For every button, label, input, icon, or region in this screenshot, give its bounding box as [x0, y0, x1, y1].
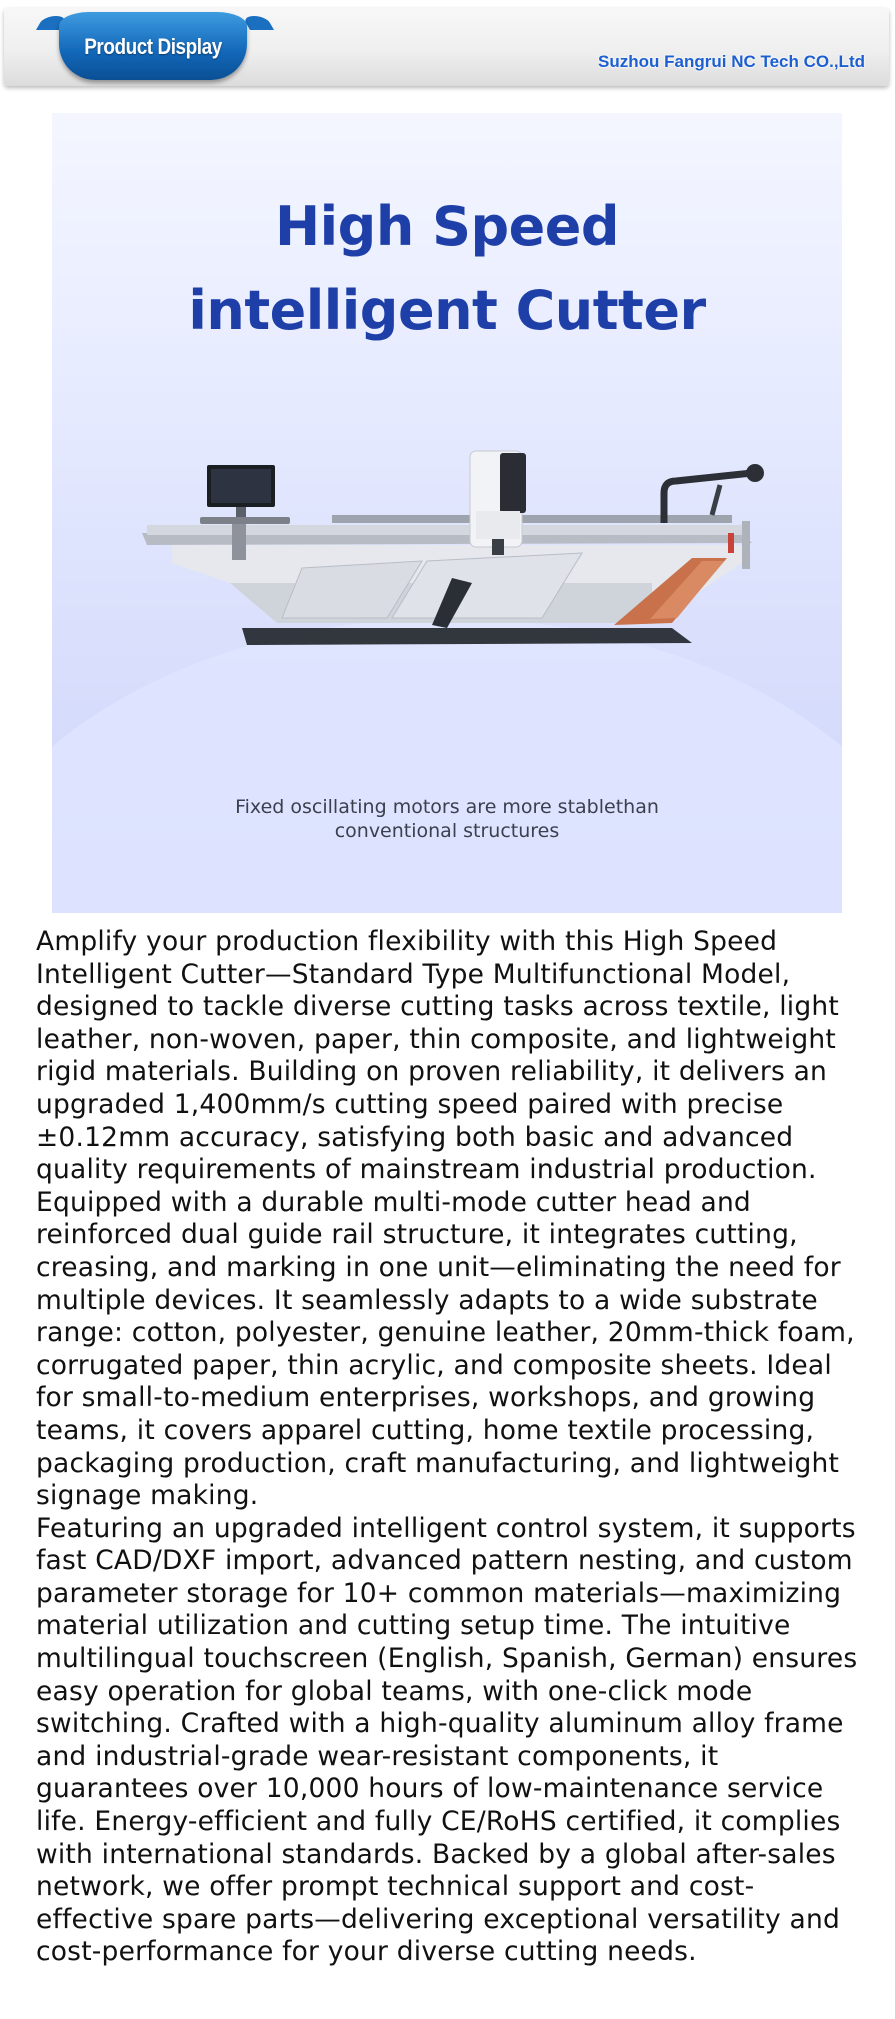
caption-line-2: conventional structures [334, 820, 560, 842]
image-caption [52, 795, 842, 843]
headline-line-1: High Speed [274, 195, 620, 258]
product-image-panel [52, 113, 842, 913]
company-name: Suzhou Fangrui NC Tech CO.,Ltd [598, 52, 865, 71]
headline-line-2: intelligent Cutter [188, 279, 706, 342]
tab-label: Product Display [84, 34, 222, 59]
header-banner [4, 8, 889, 86]
description-paragraph-2: Featuring an upgraded intelligent control system, it supports fast CAD/DXF import, advanced pattern nesting, and custom parameter storage for 10+ common materials—maximizing material utilization and cutting setup time. The intuitive multilingual touchscreen (English, Spanish, German) ensures easy operation for global teams, with one-click mode switching. Crafted with a high-quality aluminum alloy frame and industrial-grade wear-resistant components, it guarantees over 10,000 hours of low-maintenance service life. Energy-efficient and fully CE/RoHS certified, it complies with international standards. Backed by a global after-sales network, we offer prompt technical support and cost-effective spare parts—delivering exceptional versatility and cost-performance for your diverse cutting needs. [36, 1512, 858, 1968]
product-description [36, 926, 871, 1969]
cutter-machine-image [52, 113, 842, 913]
product-display-tab [59, 12, 247, 80]
description-paragraph-1: Amplify your production flexibility with this High Speed Intelligent Cutter—Standard Type Multifunctional Model, designed to tackle diverse cutting tasks across textile, light leather, non-woven, paper, thin composite, and lightweight rigid materials. Building on proven reliability, it delivers an upgraded 1,400mm/s cutting speed paired with precise ±0.12mm accuracy, satisfying both basic and advanced quality requirements of mainstream industrial production. Equipped with a durable multi-mode cutter head and reinforced dual guide rail structure, it integrates cutting, creasing, and marking in one unit—eliminating the need for multiple devices. It seamlessly adapts to a wide substrate range: cotton, polyester, genuine leather, 20mm-thick foam, corrugated paper, thin acrylic, and composite sheets. Ideal for small-to-medium enterprises, workshops, and growing teams, it covers apparel cutting, home textile processing, packaging production, craft manufacturing, and lightweight signage making. [36, 926, 855, 1512]
caption-line-1: Fixed oscillating motors are more stablethan [235, 796, 659, 818]
